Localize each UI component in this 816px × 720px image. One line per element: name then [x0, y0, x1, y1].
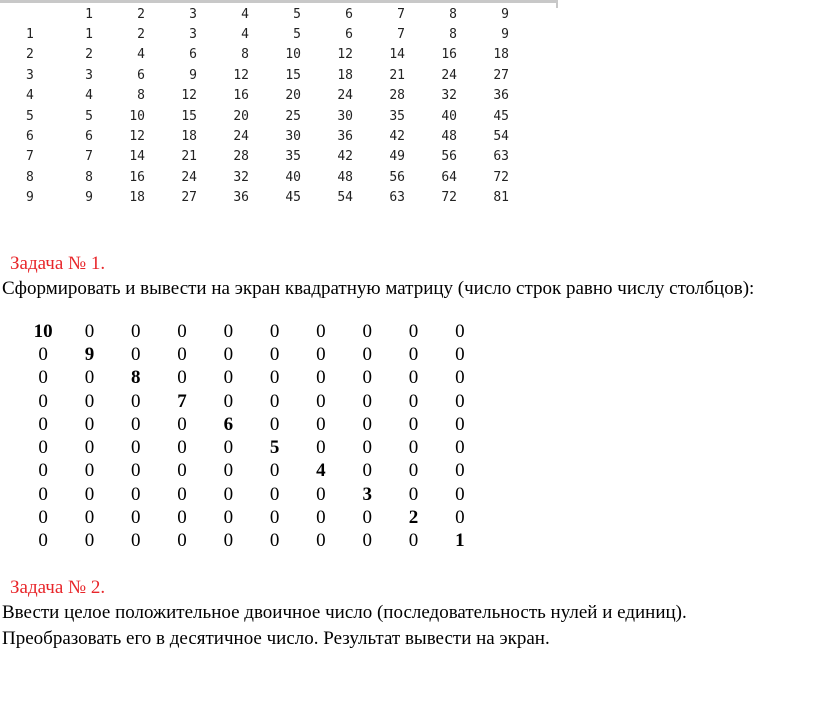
- console-cell: 9: [85, 190, 93, 206]
- matrix-cell: 0: [84, 390, 95, 412]
- matrix-row: [20, 436, 483, 459]
- console-row-label: 7: [26, 149, 34, 165]
- console-row: [10, 65, 509, 85]
- matrix-row: [20, 343, 483, 366]
- console-cell: 4: [85, 88, 93, 104]
- console-row-label: 3: [26, 67, 34, 83]
- console-cell: 8: [137, 88, 145, 104]
- console-row: [10, 147, 509, 167]
- console-cell: 6: [189, 47, 197, 63]
- matrix-cell: 0: [269, 320, 280, 342]
- console-cell: 63: [493, 149, 509, 165]
- console-cell: 45: [493, 108, 509, 124]
- console-top-border: [0, 0, 558, 3]
- matrix-cell: 0: [177, 483, 187, 505]
- matrix-cell: 0: [177, 530, 187, 552]
- console-cell: 35: [389, 108, 405, 124]
- console-cell: 5: [293, 27, 301, 43]
- matrix-cell: 0: [269, 483, 280, 505]
- matrix-cell: 0: [223, 483, 234, 505]
- matrix-cell: 0: [455, 460, 465, 482]
- matrix-cell: 0: [408, 367, 419, 389]
- console-cell: 24: [337, 88, 353, 104]
- matrix-row: [20, 320, 483, 343]
- matrix-cell: 0: [84, 320, 95, 342]
- matrix-cell: 0: [316, 530, 326, 552]
- console-cell: 9: [501, 27, 509, 43]
- matrix-cell: 0: [223, 530, 234, 552]
- matrix-cell: 0: [130, 530, 141, 552]
- console-cell: 42: [337, 149, 353, 165]
- matrix-diagonal-cell: 4: [316, 460, 326, 482]
- matrix-cell: 0: [38, 483, 48, 505]
- matrix-cell: 0: [269, 530, 280, 552]
- matrix-cell: 0: [84, 460, 95, 482]
- matrix-cell: 0: [130, 437, 141, 459]
- console-cell: 15: [285, 67, 301, 83]
- console-cell: 8: [449, 27, 457, 43]
- console-cell: 81: [493, 190, 509, 206]
- console-cell: 20: [285, 88, 301, 104]
- matrix-cell: 0: [269, 507, 280, 529]
- matrix-cell: 0: [223, 437, 234, 459]
- console-cell: 48: [337, 169, 353, 185]
- console-cell: 14: [389, 47, 405, 63]
- matrix-cell: 0: [269, 460, 280, 482]
- console-row-label: 4: [26, 88, 34, 104]
- console-cell: 16: [233, 88, 249, 104]
- matrix-cell: 0: [362, 437, 372, 459]
- console-row-label: 2: [26, 47, 34, 63]
- matrix-cell: 0: [362, 367, 372, 389]
- matrix-cell: 0: [223, 390, 234, 412]
- matrix-cell: 0: [130, 390, 141, 412]
- matrix-cell: 0: [38, 507, 48, 529]
- console-cell: 5: [293, 6, 301, 22]
- matrix-row: [20, 367, 483, 390]
- matrix-cell: 0: [455, 343, 465, 365]
- console-row-label: [10, 4, 48, 24]
- console-row-label: 6: [26, 129, 34, 145]
- console-row-label: 1: [26, 27, 34, 43]
- console-cell: 4: [241, 6, 249, 22]
- console-cell: 64: [441, 169, 457, 185]
- matrix-diagonal-cell: 5: [269, 437, 280, 459]
- multiplication-table: [10, 4, 509, 208]
- matrix-cell: 0: [223, 367, 234, 389]
- console-cell: 16: [129, 169, 145, 185]
- matrix-cell: 0: [408, 460, 419, 482]
- matrix-cell: 0: [362, 390, 372, 412]
- matrix-cell: 0: [408, 343, 419, 365]
- console-cell: 3: [189, 6, 197, 22]
- console-cell: 49: [389, 149, 405, 165]
- matrix-row: [20, 483, 483, 506]
- matrix-cell: 0: [177, 413, 187, 435]
- task1-text: Сформировать и вывести на экран квадратную матрицу (число строк равно числу столбцов):: [2, 278, 755, 299]
- console-cell: 32: [441, 88, 457, 104]
- console-cell: 16: [441, 47, 457, 63]
- matrix-cell: 0: [316, 320, 326, 342]
- console-row: [10, 126, 509, 146]
- matrix-cell: 0: [269, 367, 280, 389]
- matrix-cell: 0: [223, 507, 234, 529]
- matrix-cell: 0: [408, 390, 419, 412]
- matrix-cell: 0: [84, 507, 95, 529]
- matrix-cell: 0: [408, 413, 419, 435]
- console-row: [10, 167, 509, 187]
- console-header-row: [10, 4, 509, 24]
- matrix-cell: 0: [130, 483, 141, 505]
- console-cell: 9: [189, 67, 197, 83]
- console-cell: 6: [345, 6, 353, 22]
- matrix-diagonal-cell: 3: [362, 483, 372, 505]
- matrix-cell: 0: [130, 460, 141, 482]
- matrix-cell: 0: [223, 343, 234, 365]
- matrix-cell: 0: [130, 507, 141, 529]
- console-cell: 2: [137, 6, 145, 22]
- matrix-cell: 0: [455, 320, 465, 342]
- console-cell: 4: [137, 47, 145, 63]
- matrix-cell: 0: [84, 413, 95, 435]
- matrix-cell: 0: [38, 413, 48, 435]
- matrix-cell: 0: [455, 413, 465, 435]
- console-row: [10, 24, 509, 44]
- matrix-cell: 0: [269, 413, 280, 435]
- console-cell: 1: [85, 6, 93, 22]
- console-cell: 72: [493, 169, 509, 185]
- matrix-cell: 0: [130, 413, 141, 435]
- console-cell: 21: [389, 67, 405, 83]
- console-cell: 8: [449, 6, 457, 22]
- console-cell: 18: [129, 190, 145, 206]
- console-row-label: 8: [26, 169, 34, 185]
- console-cell: 24: [441, 67, 457, 83]
- matrix-cell: 0: [455, 507, 465, 529]
- console-cell: 12: [181, 88, 197, 104]
- console-cell: 27: [181, 190, 197, 206]
- matrix-row: [20, 530, 483, 553]
- console-cell: 36: [337, 129, 353, 145]
- task1-heading: Задача № 1.: [10, 253, 106, 274]
- console-cell: 36: [493, 88, 509, 104]
- matrix-cell: 0: [38, 530, 48, 552]
- console-cell: 72: [441, 190, 457, 206]
- matrix-cell: 0: [316, 437, 326, 459]
- console-cell: 2: [137, 27, 145, 43]
- console-cell: 30: [285, 129, 301, 145]
- task2-line1: Ввести целое положительное двоичное число (последовательность нулей и единиц).: [2, 602, 687, 623]
- console-cell: 20: [233, 108, 249, 124]
- matrix-cell: 0: [38, 437, 48, 459]
- matrix-cell: 0: [408, 483, 419, 505]
- console-cell: 3: [189, 27, 197, 43]
- console-cell: 27: [493, 67, 509, 83]
- console-cell: 10: [285, 47, 301, 63]
- console-cell: 18: [181, 129, 197, 145]
- matrix-cell: 0: [177, 343, 187, 365]
- console-cell: 10: [129, 108, 145, 124]
- console-cell: 54: [493, 129, 509, 145]
- matrix-cell: 0: [316, 343, 326, 365]
- console-cell: 6: [85, 129, 93, 145]
- matrix-cell: 0: [269, 343, 280, 365]
- matrix-cell: 0: [177, 437, 187, 459]
- console-cell: 18: [337, 67, 353, 83]
- console-screenshot: [0, 0, 558, 210]
- console-cell: 42: [389, 129, 405, 145]
- matrix-cell: 0: [316, 367, 326, 389]
- matrix-cell: 0: [316, 390, 326, 412]
- console-cell: 18: [493, 47, 509, 63]
- matrix-cell: 0: [84, 483, 95, 505]
- console-row: [10, 45, 509, 65]
- matrix-cell: 0: [223, 320, 234, 342]
- console-cell: 56: [441, 149, 457, 165]
- matrix-cell: 0: [408, 437, 419, 459]
- matrix-cell: 0: [38, 460, 48, 482]
- matrix-cell: 0: [455, 367, 465, 389]
- console-cell: 6: [345, 27, 353, 43]
- matrix-cell: 0: [177, 367, 187, 389]
- matrix-diagonal-cell: 10: [33, 320, 53, 342]
- console-cell: 5: [85, 108, 93, 124]
- matrix-cell: 0: [177, 460, 187, 482]
- console-cell: 7: [397, 27, 405, 43]
- console-row: [10, 188, 509, 208]
- console-cell: 40: [285, 169, 301, 185]
- console-cell: 40: [441, 108, 457, 124]
- matrix-row: [20, 390, 483, 413]
- console-cell: 32: [233, 169, 249, 185]
- console-cell: 12: [129, 129, 145, 145]
- console-cell: 24: [233, 129, 249, 145]
- task2-line2: Преобразовать его в десятичное число. Результат вывести на экран.: [2, 628, 550, 649]
- matrix-cell: 0: [84, 367, 95, 389]
- matrix-cell: 0: [362, 320, 372, 342]
- matrix-cell: 0: [316, 413, 326, 435]
- console-cell: 7: [85, 149, 93, 165]
- console-cell: 3: [85, 67, 93, 83]
- console-cell: 35: [285, 149, 301, 165]
- matrix-row: [20, 413, 483, 436]
- matrix-cell: 0: [130, 320, 141, 342]
- matrix-cell: 0: [38, 343, 48, 365]
- matrix-diagonal-cell: 7: [177, 390, 187, 412]
- console-cell: 6: [137, 67, 145, 83]
- console-cell: 7: [397, 6, 405, 22]
- console-cell: 12: [233, 67, 249, 83]
- matrix-cell: 0: [316, 507, 326, 529]
- matrix-cell: 0: [316, 483, 326, 505]
- matrix-diagonal-cell: 1: [455, 530, 465, 552]
- matrix-cell: 0: [455, 483, 465, 505]
- matrix-diagonal-cell: 8: [130, 367, 141, 389]
- console-right-border: [556, 0, 558, 8]
- console-cell: 12: [337, 47, 353, 63]
- matrix-cell: 0: [408, 530, 419, 552]
- console-row-label: 5: [26, 108, 34, 124]
- console-cell: 21: [181, 149, 197, 165]
- matrix-cell: 0: [408, 320, 419, 342]
- console-cell: 8: [241, 47, 249, 63]
- matrix-cell: 0: [177, 507, 187, 529]
- console-cell: 30: [337, 108, 353, 124]
- matrix-cell: 0: [455, 437, 465, 459]
- console-row: [10, 86, 509, 106]
- console-cell: 28: [233, 149, 249, 165]
- matrix-cell: 0: [362, 507, 372, 529]
- console-cell: 54: [337, 190, 353, 206]
- console-cell: 36: [233, 190, 249, 206]
- matrix-cell: 0: [362, 343, 372, 365]
- console-cell: 9: [501, 6, 509, 22]
- matrix-cell: 0: [362, 530, 372, 552]
- matrix-row: [20, 506, 483, 529]
- matrix-cell: 0: [223, 460, 234, 482]
- matrix-diagonal-cell: 9: [84, 343, 95, 365]
- matrix-cell: 0: [38, 390, 48, 412]
- console-row-label: 9: [26, 190, 34, 206]
- matrix-cell: 0: [84, 437, 95, 459]
- matrix-cell: 0: [362, 460, 372, 482]
- matrix-diagonal-cell: 6: [223, 413, 234, 435]
- console-cell: 63: [389, 190, 405, 206]
- matrix-row: [20, 460, 483, 483]
- console-cell: 25: [285, 108, 301, 124]
- console-cell: 8: [85, 169, 93, 185]
- console-cell: 4: [241, 27, 249, 43]
- console-row: [10, 106, 509, 126]
- console-cell: 1: [85, 27, 93, 43]
- matrix-cell: 0: [38, 367, 48, 389]
- matrix-cell: 0: [130, 343, 141, 365]
- console-cell: 15: [181, 108, 197, 124]
- console-cell: 45: [285, 190, 301, 206]
- matrix-cell: 0: [177, 320, 187, 342]
- console-cell: 56: [389, 169, 405, 185]
- console-cell: 28: [389, 88, 405, 104]
- task2-heading: Задача № 2.: [10, 577, 106, 598]
- matrix-diagonal-cell: 2: [408, 507, 419, 529]
- console-cell: 24: [181, 169, 197, 185]
- console-cell: 14: [129, 149, 145, 165]
- diagonal-matrix: [20, 320, 483, 553]
- matrix-cell: 0: [362, 413, 372, 435]
- matrix-cell: 0: [269, 390, 280, 412]
- matrix-cell: 0: [455, 390, 465, 412]
- console-cell: 48: [441, 129, 457, 145]
- console-cell: 2: [85, 47, 93, 63]
- matrix-cell: 0: [84, 530, 95, 552]
